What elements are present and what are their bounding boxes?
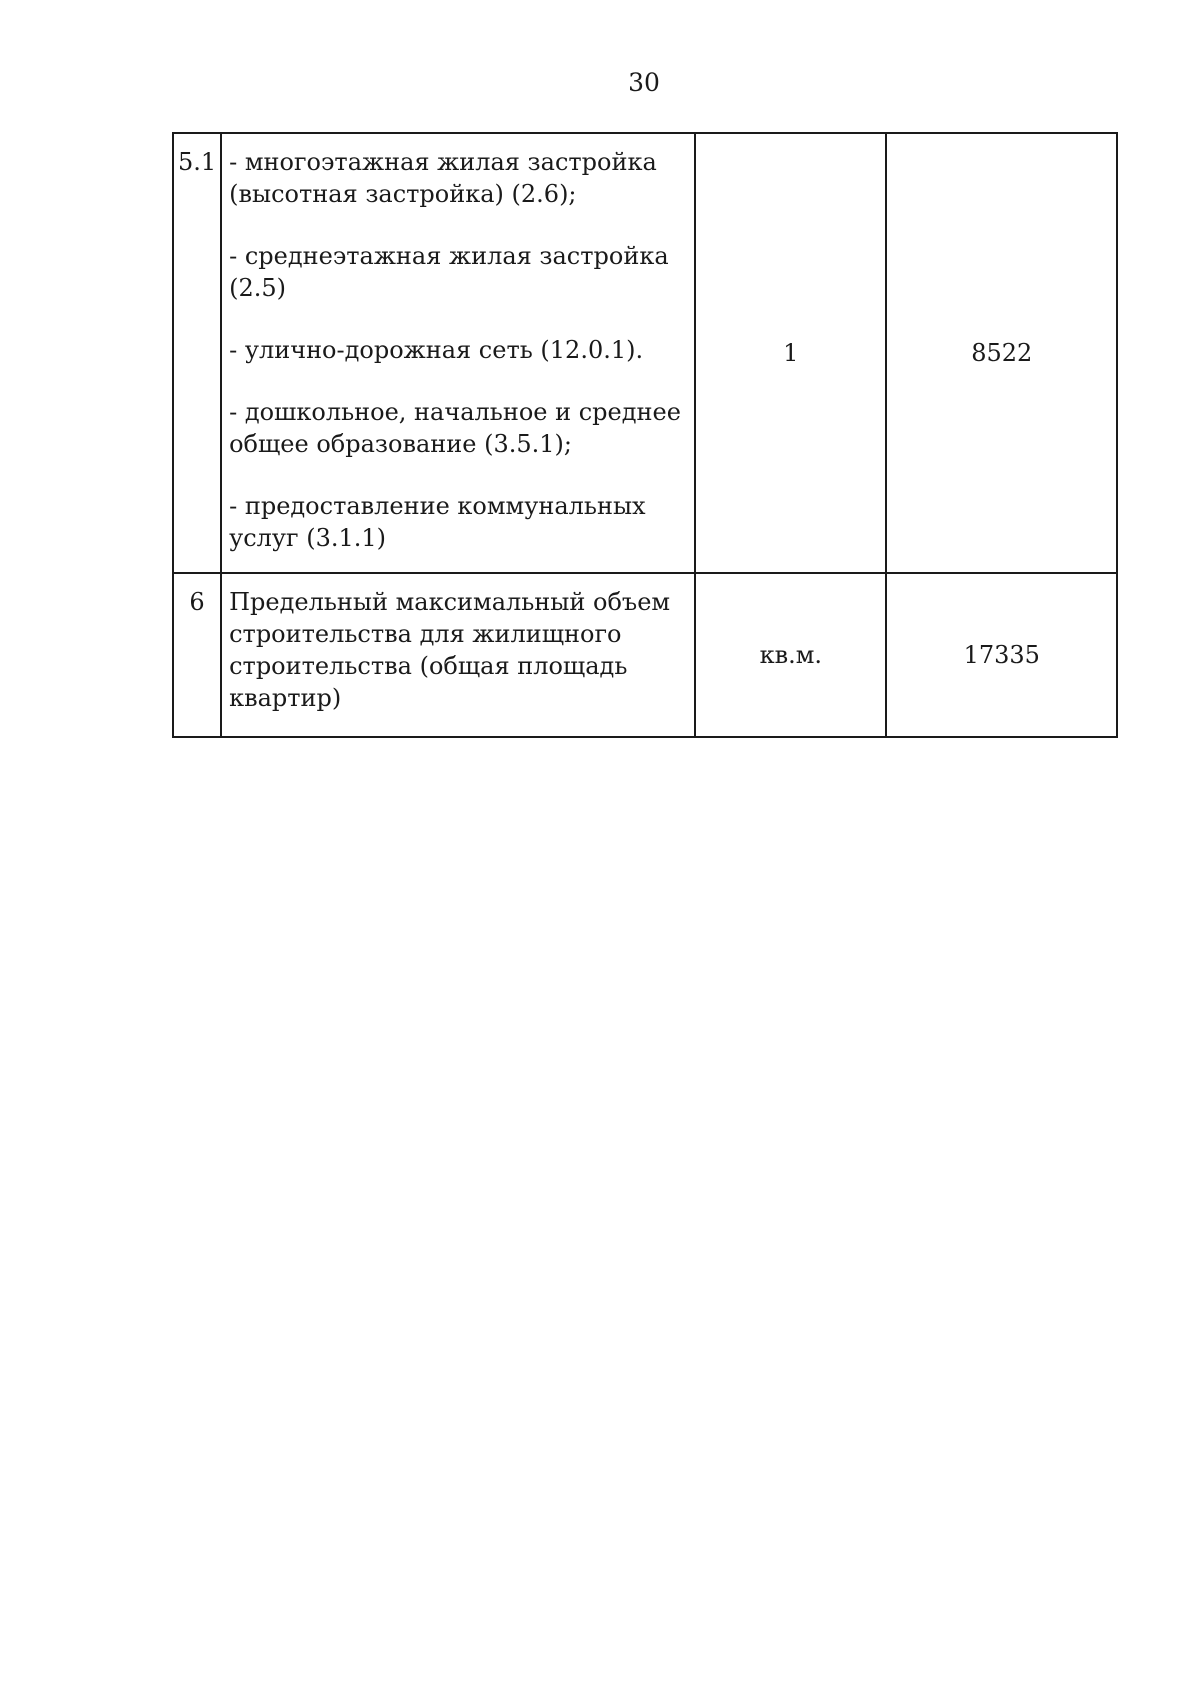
page-number: 30: [628, 68, 660, 97]
row-value: 17335: [886, 573, 1117, 737]
table-row: [173, 573, 1117, 737]
list-item: - среднеэтажная жилая застройка (2.5): [229, 242, 669, 302]
list-item: - дошкольное, начальное и среднее общее образование (3.5.1);: [229, 398, 681, 458]
row-number: 6: [173, 573, 221, 737]
list-item: - многоэтажная жилая застройка (высотная застройка) (2.6);: [229, 148, 657, 208]
parameters-table: [172, 132, 1118, 738]
row-unit: 1: [695, 133, 886, 573]
table-row: [173, 133, 1117, 573]
row-description: Предельный максимальный объем строительства для жилищного строительства (общая площадь квартир): [221, 573, 695, 737]
row-value: 8522: [886, 133, 1117, 573]
list-item: - предоставление коммунальных услуг (3.1.1): [229, 492, 646, 552]
row-description: [221, 133, 695, 573]
list-item: - улично-дорожная сеть (12.0.1).: [229, 336, 644, 364]
row-number: 5.1: [173, 133, 221, 573]
row-unit: кв.м.: [695, 573, 886, 737]
